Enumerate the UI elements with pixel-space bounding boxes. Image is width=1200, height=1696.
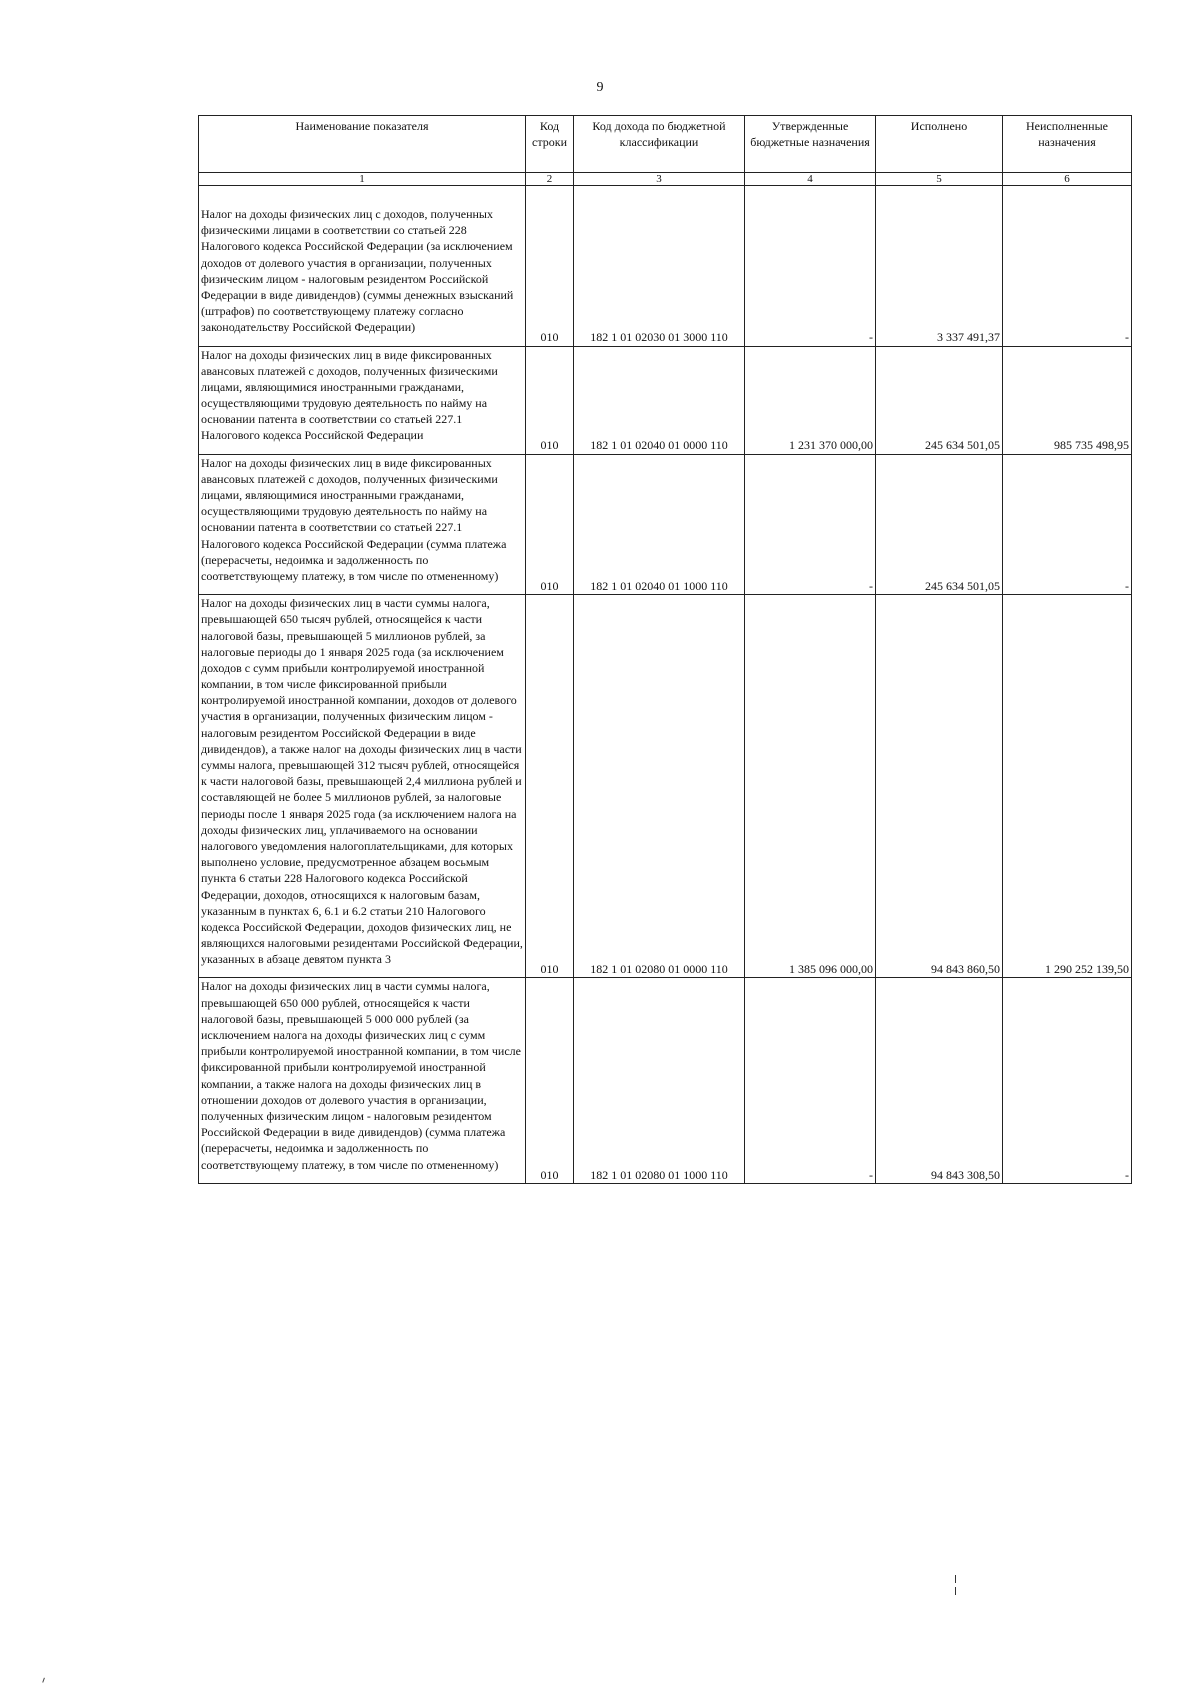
row-approved: -	[745, 978, 876, 1183]
row-unexecuted: -	[1003, 454, 1132, 595]
row-indicator-name: Налог на доходы физических лиц в виде фиксированных авансовых платежей с доходов, полученных физическими лицами, являющимися иностранными гражданами, осуществляющими трудовую деятельность по найму на основании патента в соответствии со статьей 227.1 Налогового кодекса Российской Федерации (сумма платежа (перерасчеты, недоимка и задолженность по соответствующему платежу, в том числе по отмененному)	[199, 454, 526, 595]
table-row	[199, 346, 1132, 454]
row-unexecuted: 1 290 252 139,50	[1003, 595, 1132, 978]
row-executed: 245 634 501,05	[876, 346, 1003, 454]
row-budget-code: 182 1 01 02030 01 3000 110	[574, 186, 745, 347]
row-approved: 1 385 096 000,00	[745, 595, 876, 978]
row-approved: 1 231 370 000,00	[745, 346, 876, 454]
row-indicator-name: Налог на доходы физических лиц в части суммы налога, превышающей 650 тысяч рублей, относящейся к части налоговой базы, превышающей 5 миллионов рублей, за налоговые периоды до 1 января 2025 года (за исключением доходов с сумм прибыли контролируемой иностранной компании, в том числе фиксированной прибыли контролируемой иностранной компании, доходов от долевого участия в организации, полученных физическим лицом - налоговым резидентом Российской Федерации в виде дивидендов), а также налог на доходы физических лиц в части суммы налога, превышающей 312 тысяч рублей, относящейся к части налоговой базы, превышающей 2,4 миллиона рублей и составляющей не более 5 миллионов рублей, за налоговые периоды после 1 января 2025 года (за исключением налога на доходы физических лиц, уплачиваемого на основании налогового уведомления налогоплательщиками, для которых выполнено условие, предусмотренное абзацем восьмым пункта 6 статьи 228 Налогового кодекса Российской Федерации, доходов, относящихся к налоговым базам, указанным в пунктах 6, 6.1 и 6.2 статьи 210 Налогового кодекса Российской Федерации, доходов физических лиц, не являющихся налоговыми резидентами Российской Федерации, указанных в абзаце девятом пункта 3	[199, 595, 526, 978]
header-approved-appropriations: Утвержденные бюджетные назначения	[745, 116, 876, 173]
row-line-code: 010	[526, 454, 574, 595]
row-executed: 94 843 308,50	[876, 978, 1003, 1183]
header-indicator-name: Наименование показателя	[199, 116, 526, 173]
row-executed: 3 337 491,37	[876, 186, 1003, 347]
row-line-code: 010	[526, 595, 574, 978]
row-unexecuted: -	[1003, 978, 1132, 1183]
column-number: 1	[199, 173, 526, 186]
column-number-row	[199, 173, 1132, 186]
table-header-row	[199, 116, 1132, 173]
header-unexecuted-appropriations: Неисполненные назначения	[1003, 116, 1132, 173]
table-row	[199, 186, 1132, 347]
row-line-code: 010	[526, 186, 574, 347]
page-number: 9	[596, 80, 604, 95]
column-number: 2	[526, 173, 574, 186]
row-approved: -	[745, 186, 876, 347]
column-number: 3	[574, 173, 745, 186]
row-executed: 245 634 501,05	[876, 454, 1003, 595]
scan-mark	[955, 1587, 957, 1595]
row-approved: -	[745, 454, 876, 595]
row-budget-code: 182 1 01 02080 01 0000 110	[574, 595, 745, 978]
row-indicator-name: Налог на доходы физических лиц в части суммы налога, превышающей 650 000 рублей, относящейся к части налоговой базы, превышающей 5 000 000 рублей (за исключением налога на доходы физических лиц с сумм прибыли контролируемой иностранной компании, в том числе фиксированной прибыли контролируемой иностранной компании, а также налога на доходы физических лиц в отношении доходов от долевого участия в организации, полученных физическим лицом - налоговым резидентом Российской Федерации в виде дивидендов) (сумма платежа (перерасчеты, недоимка и задолженность по соответствующему платежу, в том числе по отмененному)	[199, 978, 526, 1183]
column-number: 6	[1003, 173, 1132, 186]
table-row	[199, 454, 1132, 595]
table-row	[199, 595, 1132, 978]
row-budget-code: 182 1 01 02040 01 0000 110	[574, 346, 745, 454]
table-row	[199, 978, 1132, 1183]
scan-mark	[42, 1678, 47, 1684]
row-indicator-name: Налог на доходы физических лиц в виде фиксированных авансовых платежей с доходов, полученных физическими лицами, являющимися иностранными гражданами, осуществляющими трудовую деятельность по найму на основании патента в соответствии со статьей 227.1 Налогового кодекса Российской Федерации	[199, 346, 526, 454]
row-line-code: 010	[526, 978, 574, 1183]
row-unexecuted: 985 735 498,95	[1003, 346, 1132, 454]
header-line-code: Код строки	[526, 116, 574, 173]
row-line-code: 010	[526, 346, 574, 454]
row-budget-code: 182 1 01 02040 01 1000 110	[574, 454, 745, 595]
column-number: 4	[745, 173, 876, 186]
row-executed: 94 843 860,50	[876, 595, 1003, 978]
row-unexecuted: -	[1003, 186, 1132, 347]
header-executed: Исполнено	[876, 116, 1003, 173]
row-budget-code: 182 1 01 02080 01 1000 110	[574, 978, 745, 1183]
row-indicator-name: Налог на доходы физических лиц с доходов, полученных физическими лицами в соответствии со статьей 228 Налогового кодекса Российской Федерации (за исключением доходов от долевого участия в организации, полученных физическим лицом - налоговым резидентом Российской Федерации в виде дивидендов) (суммы денежных взысканий (штрафов) по соответствующему платежу согласно законодательству Российской Федерации)	[199, 186, 526, 347]
column-number: 5	[876, 173, 1003, 186]
budget-income-table	[198, 115, 1132, 1184]
header-budget-classification-code: Код дохода по бюджетной классификации	[574, 116, 745, 173]
scan-mark	[955, 1575, 957, 1583]
